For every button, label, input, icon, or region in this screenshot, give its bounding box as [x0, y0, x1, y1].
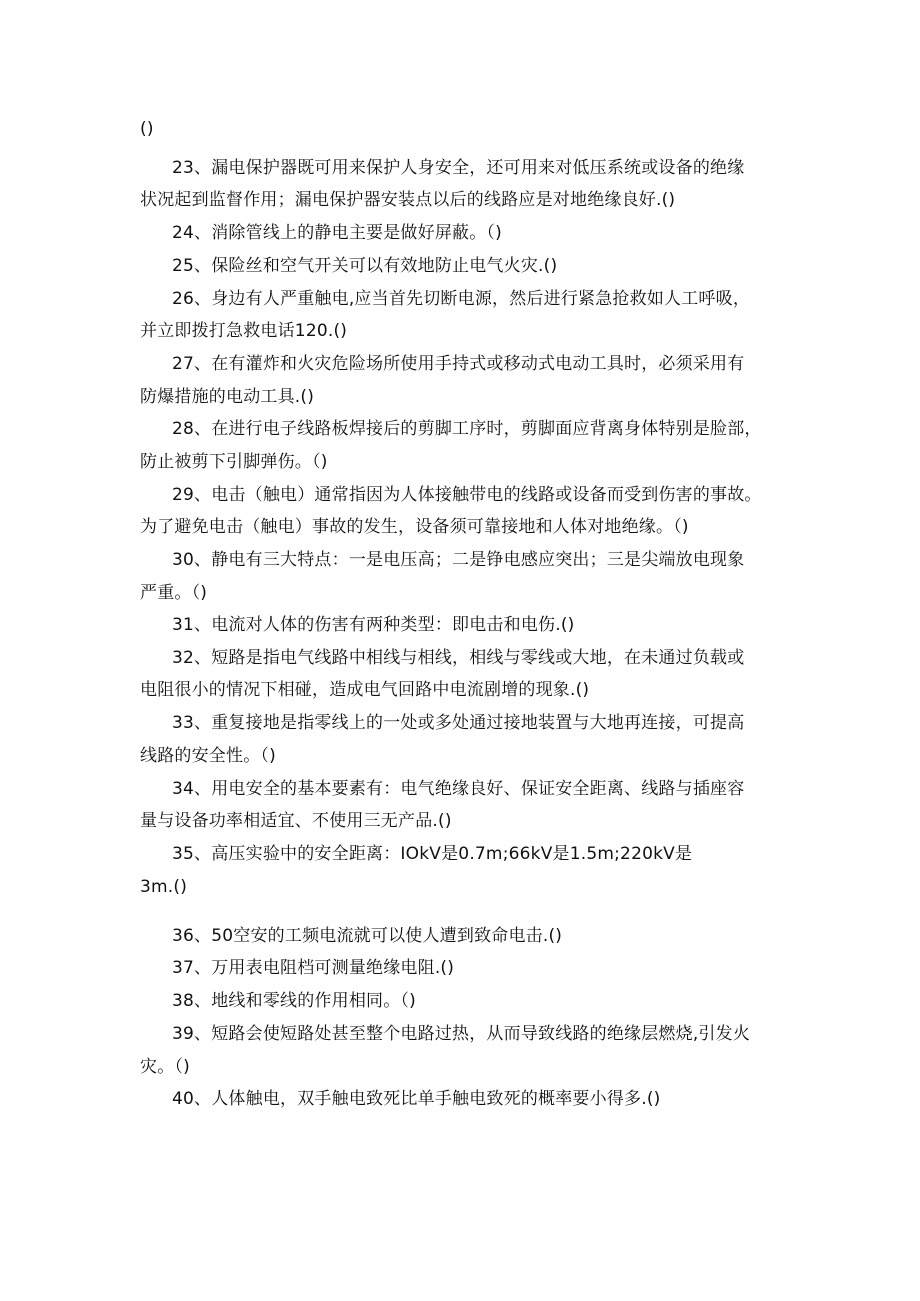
question-23-line-2: 状况起到监督作用；漏电保护器安装点以后的线路应是对地绝缘良好.() — [140, 190, 676, 210]
question-33-line-2: 线路的安全性。（) — [140, 746, 276, 766]
question-32-line-1: 32、短路是指电气线路中相线与相线，相线与零线或大地，在未通过负载或 — [172, 648, 745, 668]
question-25: 25、保险丝和空气开关可以有效地防止电气火灾.() — [172, 256, 558, 276]
question-39-line-1: 39、短路会使短路处甚至整个电路过热，从而导致线路的绝缘层燃烧,引发火 — [172, 1024, 751, 1044]
question-30-line-1: 30、静电有三大特点：一是电压高；二是铮电感应突出；三是尖端放电现象 — [172, 550, 745, 570]
question-31: 31、电流对人体的伤害有两种类型：即电击和电伤.() — [172, 615, 575, 635]
question-34-line-2: 量与设备功率相适宜、不使用三无产品.() — [140, 811, 452, 831]
question-27-line-1: 27、在有灌炸和火灾危险场所使用手持式或移动式电动工具时，必须采用有 — [172, 354, 745, 374]
question-29-line-1: 29、电击（触电）通常指因为人体接触带电的线路或设备而受到伤害的事故。 — [172, 485, 762, 505]
question-24: 24、消除管线上的静电主要是做好屏蔽。（) — [172, 223, 502, 243]
question-23-line-1: 23、漏电保护器既可用来保护人身安全，还可用来对低压系统或设备的绝缘 — [172, 158, 745, 178]
question-28-line-1: 28、在进行电子线路板焊接后的剪脚工序时，剪脚面应背离身体特别是脸部， — [172, 419, 762, 439]
text-line-answer-blank: () — [140, 119, 154, 139]
question-26-line-1: 26、身边有人严重触电,应当首先切断电源，然后进行紧急抢救如人工呼吸， — [172, 289, 751, 309]
question-26-line-2: 并立即拨打急救电话120.() — [140, 321, 348, 341]
question-27-line-2: 防爆措施的电动工具.() — [140, 387, 315, 407]
question-40: 40、人体触电，双手触电致死比单手触电致死的概率要小得多.() — [172, 1089, 661, 1109]
question-34-line-1: 34、用电安全的基本要素有：电气绝缘良好、保证安全距离、线路与插座容 — [172, 779, 745, 799]
question-30-line-2: 严重。（) — [140, 583, 208, 603]
question-35-line-2: 3m.() — [140, 877, 188, 897]
question-32-line-2: 电阻很小的情况下相碰，造成电气回路中电流剧增的现象.() — [140, 680, 590, 700]
question-33-line-1: 33、重复接地是指零线上的一处或多处通过接地装置与大地再连接，可提高 — [172, 713, 745, 733]
question-39-line-2: 灾。（) — [140, 1057, 190, 1077]
question-29-line-2: 为了避免电击（触电）事故的发生，设备须可靠接地和人体对地绝缘。（) — [140, 517, 689, 537]
question-37: 37、万用表电阻档可测量绝缘电阻.() — [172, 958, 455, 978]
question-28-line-2: 防止被剪下引脚弹伤。（) — [140, 452, 328, 472]
question-35-line-1: 35、高压实验中的安全距离：IOkV是0.7m;66kV是1.5m;220kV是 — [172, 844, 693, 864]
question-36: 36、50空安的工频电流就可以使人遭到致命电击.() — [172, 926, 563, 946]
question-38: 38、地线和零线的作用相同。（) — [172, 991, 416, 1011]
